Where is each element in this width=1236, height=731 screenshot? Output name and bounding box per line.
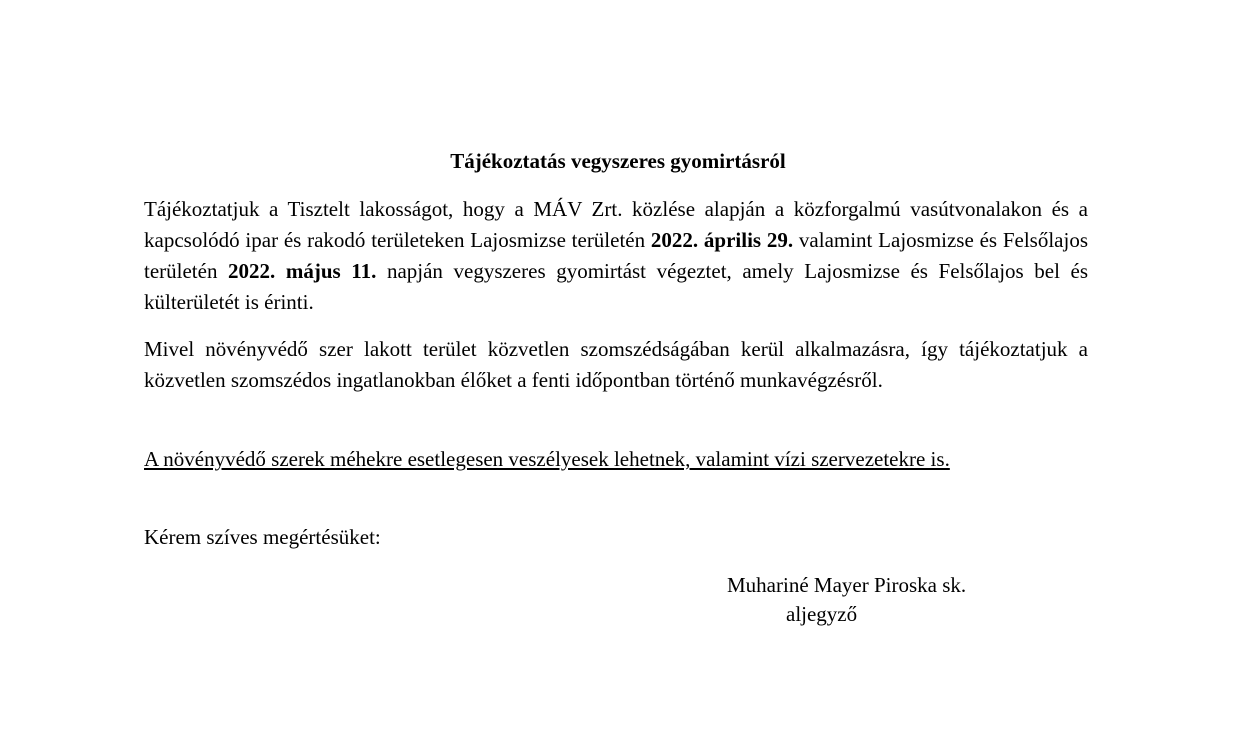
- signature-role: aljegyző: [786, 602, 858, 626]
- paragraph-notice-part1: Tájékoztatjuk a Tisztelt lakosságot, hogy a MÁV Zrt. közlése alapján a közforgalmú vasútvonalakon és a kapcsolódó ipar és rakodó területeken Lajosmizse területén: [144, 197, 1088, 252]
- date-april: 2022. április 29.: [650, 228, 794, 252]
- paragraph-warning: [144, 444, 1088, 475]
- signature-name: Muhariné Mayer Piroska sk.: [727, 573, 967, 597]
- paragraph-closing: Kérem szíves megértésüket:: [144, 525, 381, 549]
- paragraph-warning-text: A növényvédő szerek méhekre esetlegesen veszélyesek lehetnek, valamint vízi szervezetekre is.: [144, 447, 950, 471]
- document-title: Tájékoztatás vegyszeres gyomirtásról: [450, 149, 786, 173]
- date-may: 2022. május 11.: [228, 259, 377, 283]
- paragraph-notice-part3: napján vegyszeres gyomirtást végeztet, amely Lajosmizse és Felsőlajos bel és külterületét is érinti.: [144, 259, 1088, 314]
- paragraph-notice: [144, 194, 1088, 318]
- paragraph-neighbors: Mivel növényvédő szer lakott terület közvetlen szomszédságában kerül alkalmazásra, így tájékoztatjuk a közvetlen szomszédos ingatlanokban élőket a fenti időpontban történő munkavégzésről.: [144, 337, 1088, 392]
- paragraph-notice-part2: valamint Lajosmizse és Felsőlajos területén: [144, 228, 1089, 283]
